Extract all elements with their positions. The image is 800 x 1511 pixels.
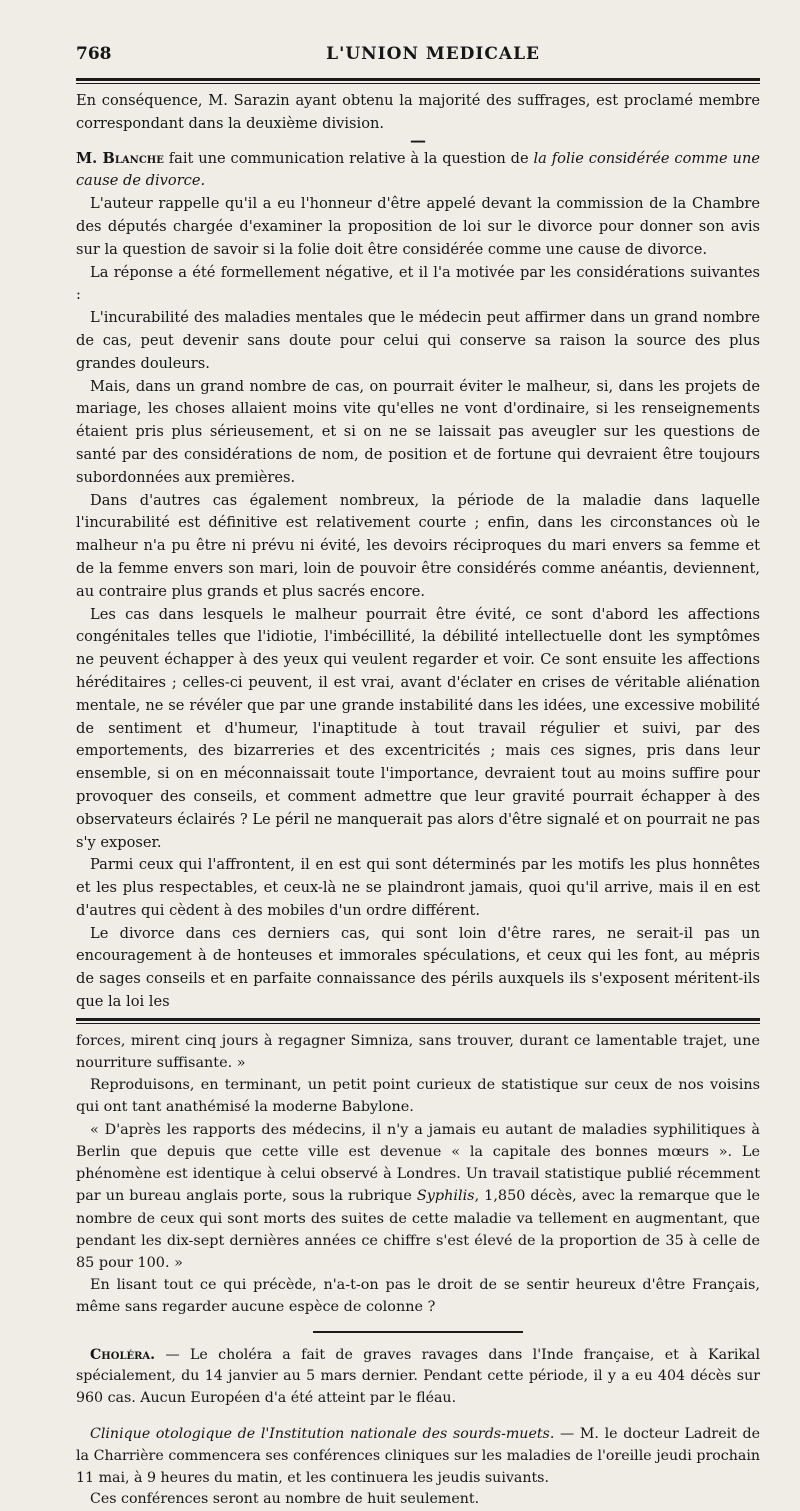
note-clinic-text: — M. le docteur Ladreit de la Charrière commencera ses conférences cliniques sur les maladies de l'oreille jeudi prochain 11 mai, à 9 heures du matin, et les continuera les jeudis suivants. <box>76 1425 760 1486</box>
note-clinic-title: Clinique otologique de l'Institution nationale des sourds-muets. <box>90 1425 555 1442</box>
paragraph-8: Le divorce dans ces derniers cas, qui sont loin d'être rares, ne serait-il pas un encouragement à de honteuses et immorales spéculations, et ceux qui les font, au mépris de sages conseils et en parfaite connaissance des périls auxquels ils s'exposent méritent-ils que la loi les <box>76 924 760 1011</box>
paragraph-communication-intro <box>76 148 760 194</box>
academy-report-section <box>76 90 760 1014</box>
paragraph-2: La réponse a été formellement négative, et il l'a motivée par les considérations suivantes : <box>76 263 760 304</box>
note-cholera-label: Choléra. <box>90 1346 156 1363</box>
speaker-name: M. Blanche <box>76 149 164 167</box>
paragraph-6: Les cas dans lesquels le malheur pourrait être évité, ce sont d'abord les affections congénitales telles que l'idiotie, l'imbécillité, la débilité intellectuelle dont les symptômes ne peuvent échapper à des yeux qui veulent regarder et voir. Ce sont ensuite les affections héréditaires ; celles-ci peuvent, il est vrai, avant d'éclater en crises de véritable aliénation mentale, ne se révéler que par une grande instabilité dans les idées, une excessive mobilité de sentiment et d'humeur, l'inaptitude à tout travail régulier et suivi, par des emportements, des bizarreries et des excentricités ; mais ces signes, pris dans leur ensemble, si on en méconnaissait toute l'importance, devraient tout au moins suffire pour provoquer des conseils, et comment admettre que leur gravité pourrait échapper à des observateurs éclairés ? Le péril ne manquerait pas alors d'être signalé et on pourrait ne pas s'y exposer. <box>76 605 760 851</box>
note-spacer <box>76 1410 760 1424</box>
quote-rubric: Syphilis <box>416 1188 475 1205</box>
paragraph-5: Dans d'autres cas également nombreux, la période de la maladie dans laquelle l'incurabilité est définitive est relativement courte ; enfin, dans les circonstances où le malheur n'a pu être ni prévu ni évité, les devoirs réciproques du mari envers sa femme et de la femme envers son mari, loin de pouvoir être considérés comme anéantis, deviennent, au contraire plus grands et plus sacrés encore. <box>76 491 760 600</box>
note-cholera-text: — Le choléra a fait de graves ravages dans l'Inde française, et à Karikal spécialement, du 14 janvier au 5 mars dernier. Pendant cette période, il y a eu 404 décès sur 960 cas. Aucun Européen d'a été atteint par le fléau. <box>76 1346 760 1407</box>
note-clinic-last: Ces conférences seront au nombre de huit seulement. <box>90 1491 480 1508</box>
news-notes-section <box>76 1345 760 1511</box>
notes-rule <box>313 1331 523 1333</box>
paragraph-1: L'auteur rappelle qu'il a eu l'honneur d'être appelé devant la commission de la Chambre des députés chargée d'examiner la proposition de loi sur le divorce pour donner son avis sur la question de savoir si la folie doit être considérée comme une cause de divorce. <box>76 195 760 258</box>
header-rule <box>76 78 760 84</box>
paragraph-election: En conséquence, M. Sarazin ayant obtenu la majorité des suffrages, est proclamé membre correspondant dans la deuxième division. <box>76 92 760 132</box>
note-cholera <box>76 1345 760 1410</box>
paragraph-7: Parmi ceux qui l'affrontent, il en est qui sont déterminés par les motifs les plus honnêtes et les plus respectables, et ceux-là ne se plaindront jamais, quoi qu'il arrive, mais il en est d'autres qui cèdent à des mobiles d'un ordre différent. <box>76 856 760 919</box>
feuilleton-paragraph-3 <box>76 1119 760 1274</box>
feuilleton-section <box>76 1030 760 1319</box>
page-header <box>76 44 760 74</box>
quote-part-b: , 1,850 décès, avec la remarque que le nombre de ceux qui sont morts des suites de cette maladie va tellement en augmentant, que pendant les dix-sept dernières années ce chiffre s'est élevé de la proportion de 35 à celle de 85 pour 100. » <box>76 1188 761 1271</box>
feuilleton-paragraph-2: Reproduisons, en terminant, un petit point curieux de statistique sur ceux de nos voisins qui ont tant anathémisé la moderne Babylone. <box>76 1077 760 1116</box>
quote-part-a: « D'après les rapports des médecins, il n'y a jamais eu autant de maladies syphilitiques à Berlin que depuis que cette ville est devenue « la capitale des bonnes mœurs ». Le phénomène est identique à celui observé à Londres. Un travail statistique publié récemment par un bureau anglais porte, sous la rubrique <box>76 1121 760 1205</box>
note-clinic <box>76 1424 760 1489</box>
running-title: L'UNION MEDICALE <box>326 44 540 64</box>
section-rule <box>76 1018 760 1024</box>
paragraph-4: Mais, dans un grand nombre de cas, on pourrait éviter le malheur, si, dans les projets de mariage, les choses allaient moins vite qu'elles ne vont d'ordinaire, si les renseignements étaient pris plus sérieusement, et si on ne se laissait pas aveugler sur les questions de santé par des considérations de nom, de position et de fortune qui devraient être toujours subordonnées aux premières. <box>76 377 760 486</box>
intro-text: fait une communication relative à la question de <box>163 149 534 167</box>
feuilleton-paragraph-4: En lisant tout ce qui précède, n'a-t-on pas le droit de se sentir heureux d'être Français, même sans regarder aucune espèce de colonne ? <box>76 1277 760 1316</box>
feuilleton-paragraph-1: forces, mirent cinq jours à regagner Simniza, sans trouver, durant ce lamentable trajet, une nourriture suffisante. » <box>76 1032 760 1072</box>
section-separator: — <box>410 130 426 150</box>
page-number: 768 <box>76 44 112 64</box>
intro-topic: la folie considérée comme une cause de divorce. <box>76 149 760 190</box>
paragraph-3: L'incurabilité des maladies mentales que le médecin peut affirmer dans un grand nombre de cas, peut devenir sans doute pour celui qui conserve sa raison la source des plus grandes douleurs. <box>76 309 760 372</box>
